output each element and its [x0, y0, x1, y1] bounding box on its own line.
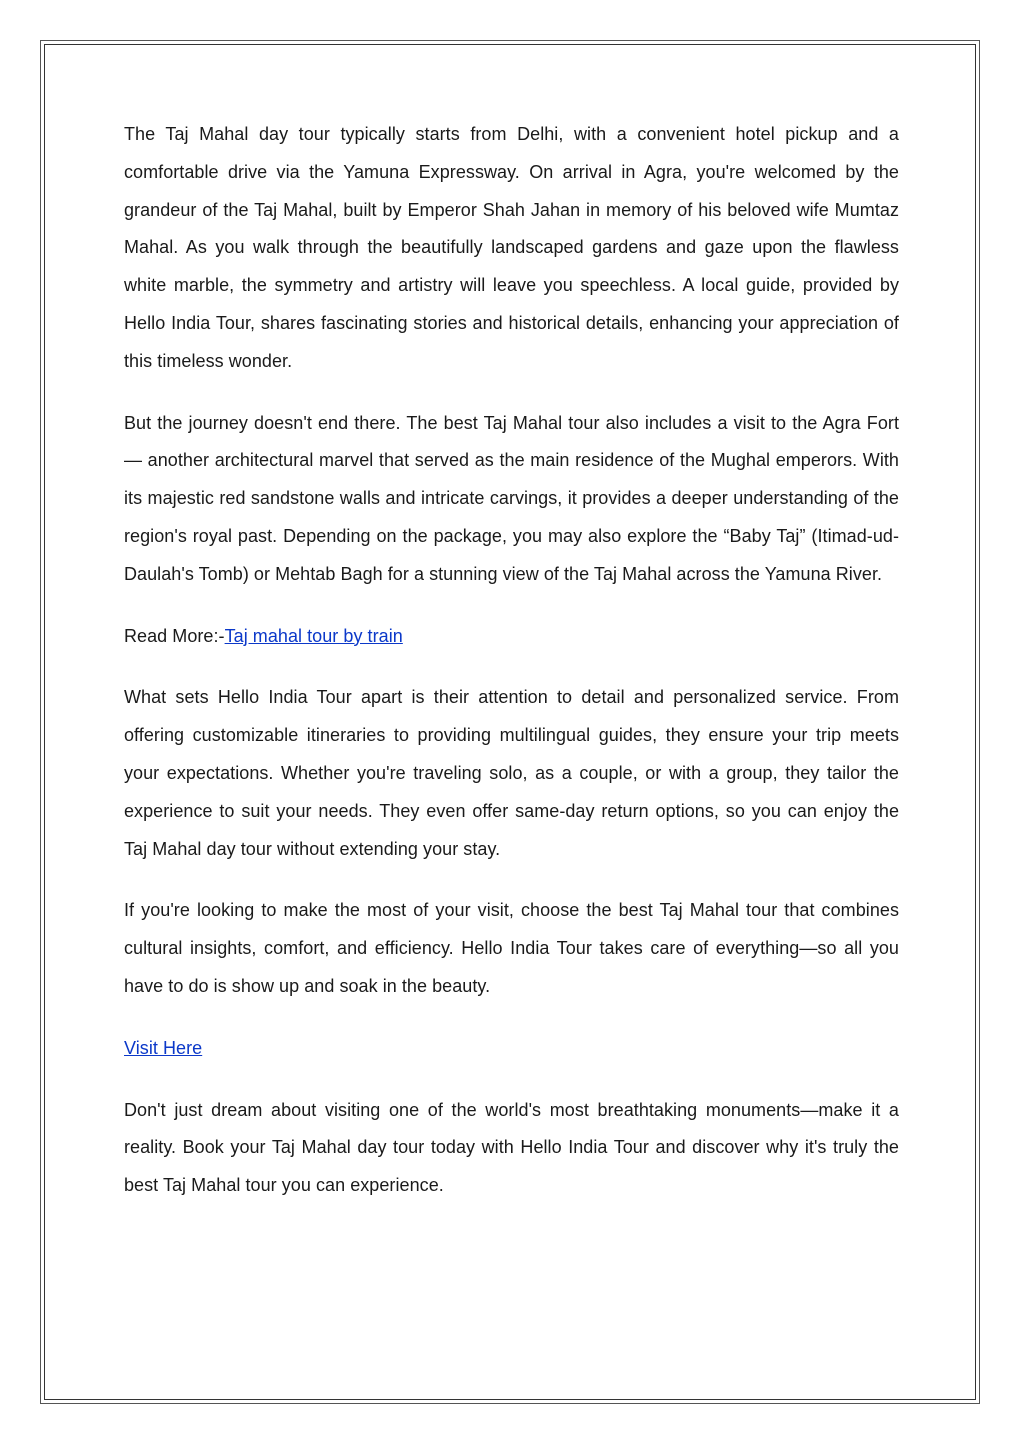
read-more-line [124, 618, 899, 656]
paragraph-agra-fort: But the journey doesn't end there. The best Taj Mahal tour also includes a visit to the Agra Fort — another architectural marvel that served as the main residence of the Mughal emperors. With its majestic red sandstone walls and intricate carvings, it provides a deeper understanding of the region's royal past. Depending on the package, you may also explore the “Baby Taj” (Itimad-ud-Daulah's Tomb) or Mehtab Bagh for a stunning view of the Taj Mahal across the Yamuna River. [124, 412, 899, 584]
paragraph-closing: Don't just dream about visiting one of the world's most breathtaking monuments—make it a reality. Book your Taj Mahal day tour today with Hello India Tour and discover why it's truly the best Taj Mahal tour you can experience. [124, 1099, 899, 1196]
document-body [124, 116, 899, 1229]
paragraph-intro: The Taj Mahal day tour typically starts from Delhi, with a convenient hotel pickup and a comfortable drive via the Yamuna Expressway. On arrival in Agra, you're welcomed by the grandeur of the Taj Mahal, built by Emperor Shah Jahan in memory of his beloved wife Mumtaz Mahal. As you walk through the beautifully landscaped gardens and gaze upon the flawless white marble, the symmetry and artistry will leave you speechless. A local guide, provided by Hello India Tour, shares fascinating stories and historical details, enhancing your appreciation of this timeless wonder. [124, 124, 899, 371]
paragraph-best-tour: If you're looking to make the most of your visit, choose the best Taj Mahal tour that combines cultural insights, comfort, and efficiency. Hello India Tour takes care of everything—so all you have to do is show up and soak in the beauty. [124, 900, 899, 996]
visit-here-line [124, 1030, 899, 1068]
taj-mahal-tour-by-train-link[interactable]: Taj mahal tour by train [224, 625, 403, 646]
read-more-label: Read More:- [124, 625, 225, 646]
paragraph-hello-india-tour: What sets Hello India Tour apart is their attention to detail and personalized service. From offering customizable itineraries to providing multilingual guides, they ensure your trip meets your expectations. Whether you're traveling solo, as a couple, or with a group, they tailor the experience to suit your needs. They even offer same-day return options, so you can enjoy the Taj Mahal day tour without extending your stay. [124, 687, 899, 859]
visit-here-link[interactable]: Visit Here [124, 1037, 203, 1058]
